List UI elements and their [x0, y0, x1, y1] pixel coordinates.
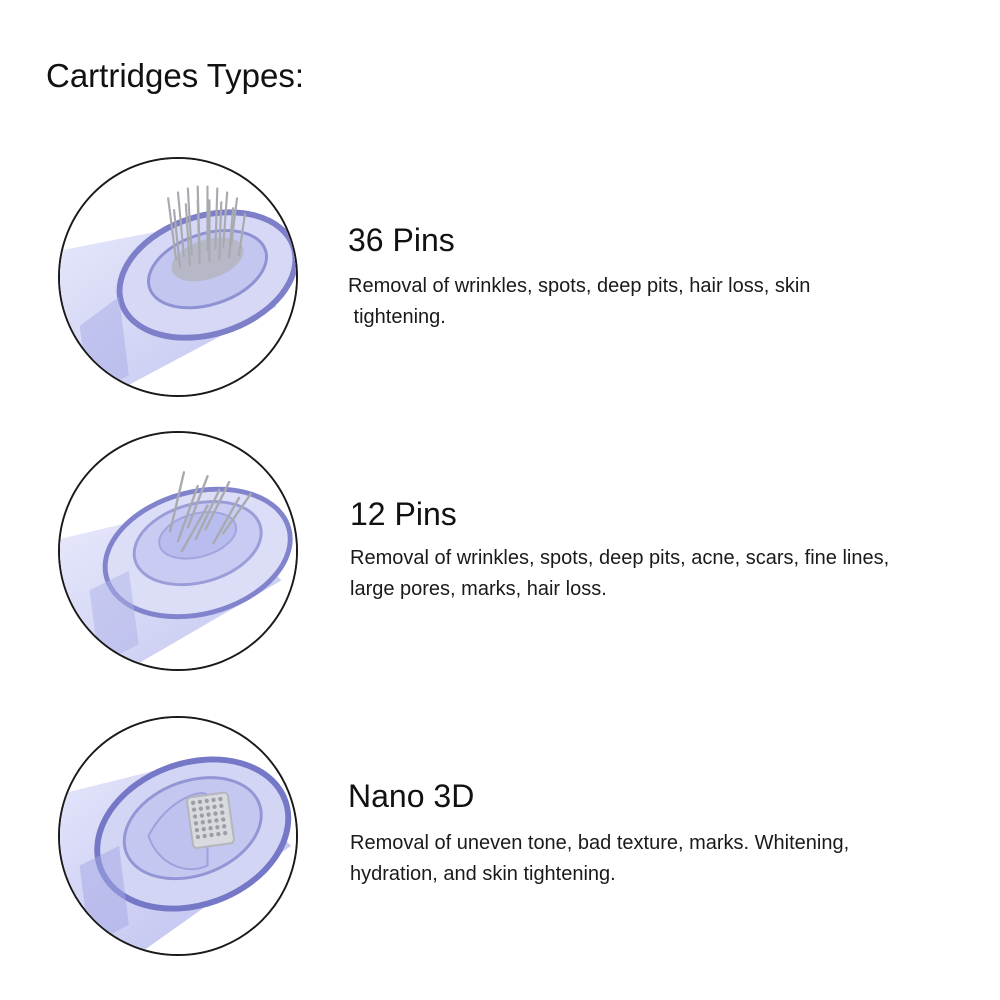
nano-3d-cartridge-icon	[58, 716, 298, 956]
description-line: hydration, and skin tightening.	[350, 863, 616, 885]
description-line: Removal of wrinkles, spots, deep pits, acne, scars, fine lines,	[350, 547, 890, 569]
36-pin-cartridge-icon	[58, 157, 298, 397]
description-line: Removal of uneven tone, bad texture, marks. Whitening,	[350, 832, 850, 854]
description-line: Removal of wrinkles, spots, deep pits, hair loss, skin	[348, 275, 811, 297]
description-line: large pores, marks, hair loss.	[350, 578, 607, 600]
cartridge-description	[350, 828, 849, 890]
cartridge-name: 12 Pins	[350, 496, 457, 532]
cartridge-name: Nano 3D	[348, 778, 475, 814]
cartridge-description	[348, 271, 810, 333]
cartridge-description	[350, 543, 889, 605]
cartridge-name: 36 Pins	[348, 222, 455, 258]
description-line: tightening.	[348, 306, 446, 328]
12-pin-cartridge-icon	[58, 431, 298, 671]
page-title: Cartridges Types:	[46, 57, 305, 94]
